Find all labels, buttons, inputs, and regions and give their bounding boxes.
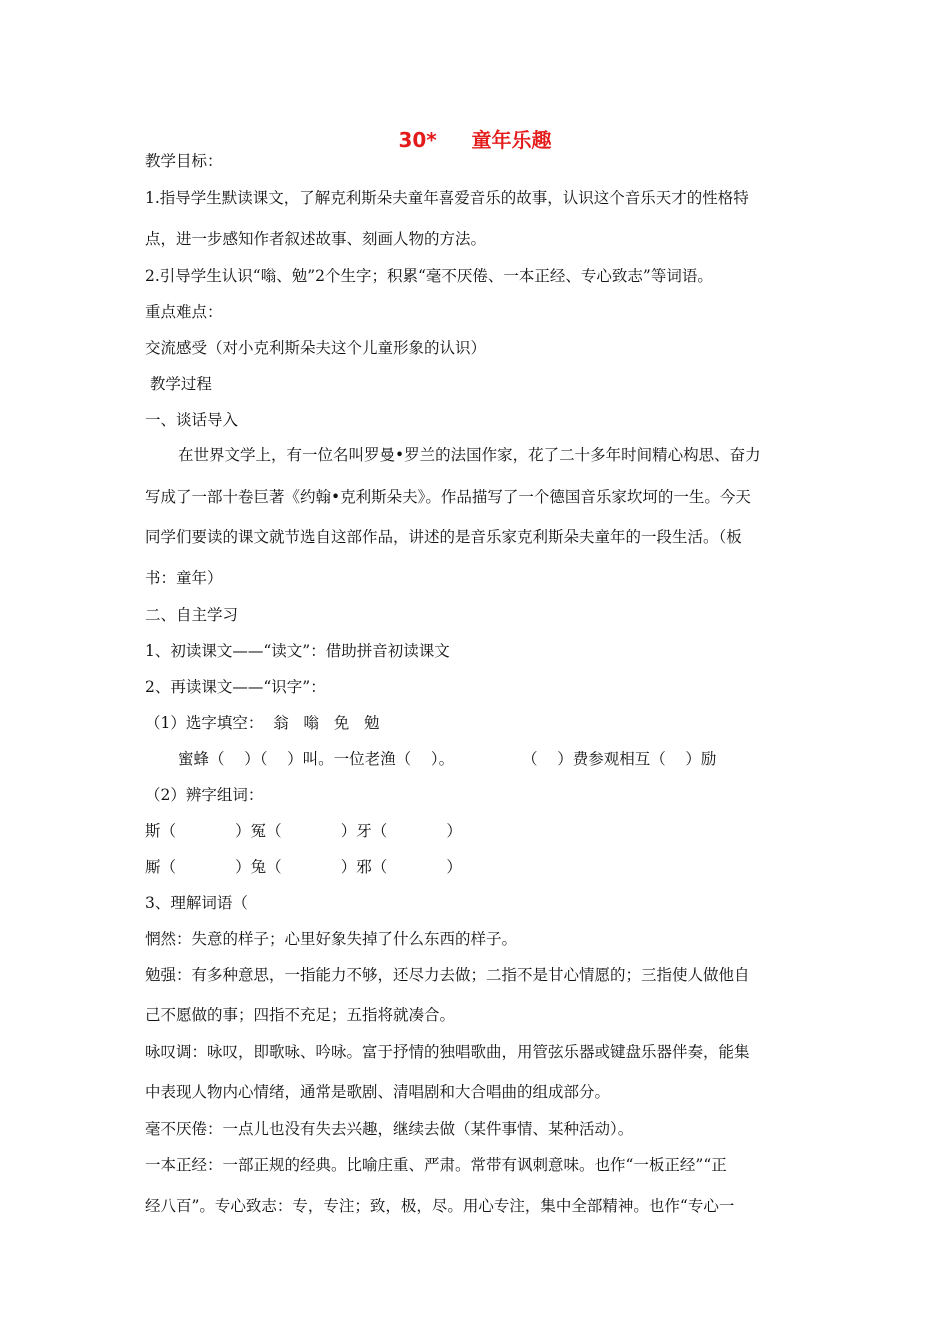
paragraph-line: 惘然：失意的样子；心里好象失掉了什么东西的样子。 (145, 930, 518, 948)
paragraph-line: 1、初读课文——“读文”：借助拼音初读课文 (145, 642, 450, 660)
exercise-heading: （1）选字填空： 翁 嗡 免 勉 (145, 714, 380, 732)
paragraph-line: 经八百”。专心致志：专，专注；致，极，尽。用心专注，集中全部精神。也作“专心一 (145, 1197, 735, 1215)
paragraph-line: 一本正经：一部正规的经典。比喻庄重、严肃。常带有讽刺意味。也作“一板正经”“正 (145, 1156, 727, 1174)
exercise-line: 厮（ ）兔（ ）邪（ ） (145, 858, 462, 876)
paragraph-line: 毫不厌倦：一点儿也没有失去兴趣，继续去做（某件事情、某种活动）。 (145, 1120, 634, 1138)
document-title: 30* 童年乐趣 (398, 128, 552, 152)
section-heading-key-points: 重点难点： (145, 303, 223, 321)
paragraph-line: 交流感受（对小克利斯朵夫这个儿童形象的认识） (145, 339, 487, 357)
paragraph-line: 1.指导学生默读课文，了解克利斯朵夫童年喜爱音乐的故事，认识这个音乐天才的性格特 (145, 189, 749, 207)
paragraph-line: 写成了一部十卷巨著《约翰•克利斯朵夫》。作品描写了一个德国音乐家坎坷的一生。今天 (145, 488, 751, 506)
paragraph-line: 勉强：有多种意思，一指能力不够，还尽力去做；二指不是甘心情愿的；三指使人做他自 (145, 966, 750, 984)
paragraph-line: 中表现人物内心情绪，通常是歌剧、清唱剧和大合唱曲的组成部分。 (145, 1083, 611, 1101)
paragraph-line: 咏叹调：咏叹，即歌咏、吟咏。富于抒情的独唱歌曲，用管弦乐器或键盘乐器伴奏，能集 (145, 1043, 750, 1061)
exercise-line: 斯（ ）冤（ ）牙（ ） (145, 822, 462, 840)
exercise-line: （ ）费参观相互（ ）励 (522, 750, 717, 768)
paragraph-line: 2、再读课文——“识字”： (145, 678, 326, 696)
paragraph-line: 己不愿做的事；四指不充足；五指将就凑合。 (145, 1006, 456, 1024)
paragraph-line: 同学们要读的课文就节选自这部作品，讲述的是音乐家克利斯朵夫童年的一段生活。（板 (145, 528, 742, 546)
paragraph-line: 书：童年） (145, 569, 223, 587)
paragraph-line: 2.引导学生认识“嗡、勉”2个生字；积累“毫不厌倦、一本正经、专心致志”等词语。 (145, 267, 713, 285)
paragraph-line: 在世界文学上，有一位名叫罗曼•罗兰的法国作家，花了二十多年时间精心构思、奋力 (178, 446, 761, 464)
section-heading-intro: 一、谈话导入 (145, 411, 239, 429)
section-heading-self-study: 二、自主学习 (145, 606, 239, 624)
section-heading-objectives: 教学目标： (145, 152, 223, 170)
exercise-line: 蜜蜂（ ）（ ）叫。一位老渔（ ）。 (178, 750, 455, 768)
section-heading-process: 教学过程 (145, 375, 212, 393)
exercise-heading: （2）辨字组词： (145, 786, 264, 804)
paragraph-line: 点，进一步感知作者叙述故事、刻画人物的方法。 (145, 230, 487, 248)
paragraph-line: 3、理解词语（ (145, 894, 248, 912)
